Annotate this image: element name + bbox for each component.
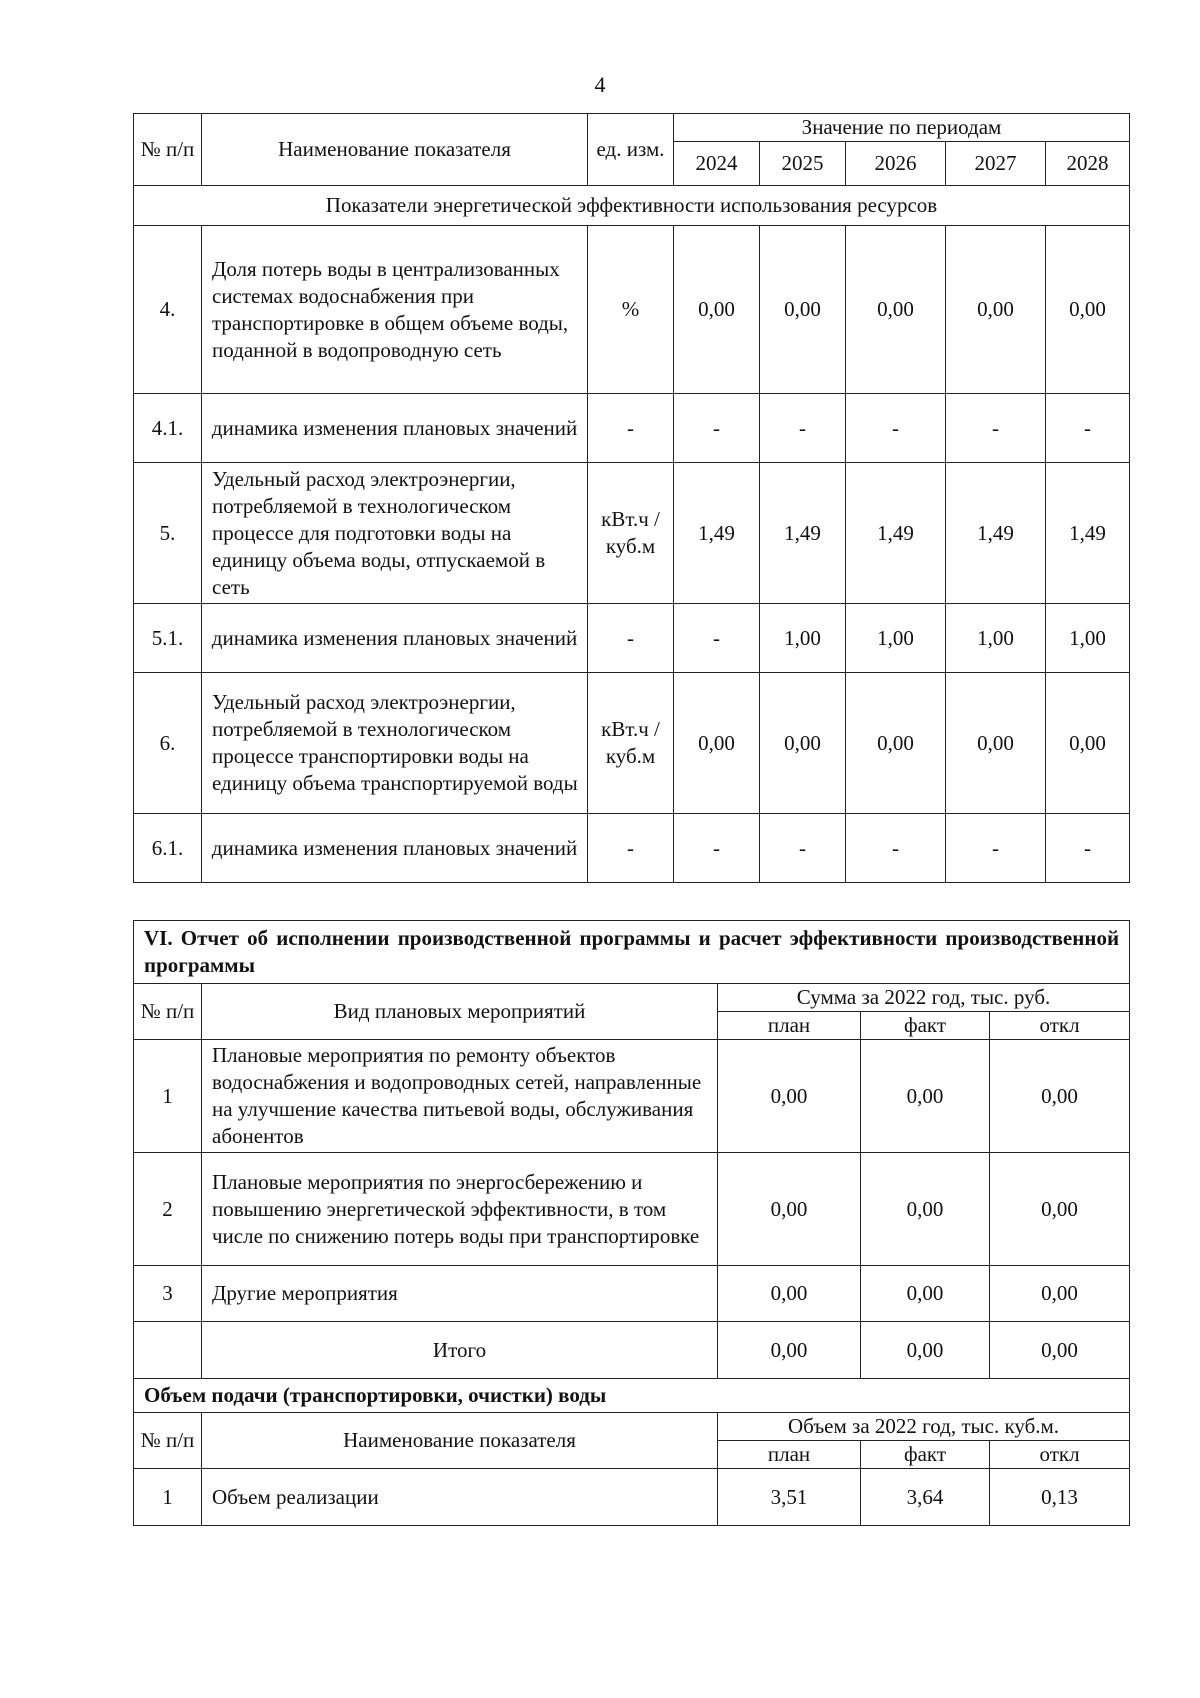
table-row <box>134 463 1130 604</box>
header-deviation: откл <box>990 1441 1130 1469</box>
row-value: 0,00 <box>846 226 946 394</box>
report-section-title: VI. Отчет об исполнении производственной программы и расчет эффективности производственной программы <box>134 921 1130 984</box>
row-unit: % <box>588 226 674 394</box>
row-value: - <box>1046 814 1130 883</box>
row-value: 1,49 <box>846 463 946 604</box>
header-num: № п/п <box>134 114 202 186</box>
volume-section-title: Объем подачи (транспортировки, очистки) воды <box>134 1379 1130 1413</box>
header-plan: план <box>718 1012 861 1040</box>
row-num: 5.1. <box>134 604 202 673</box>
row-value: 0,00 <box>760 226 846 394</box>
row-value: 1,49 <box>674 463 760 604</box>
row-value: 0,00 <box>990 1322 1130 1379</box>
header-year: 2024 <box>674 142 760 186</box>
table-row <box>134 1040 1130 1153</box>
row-value: 0,00 <box>946 226 1046 394</box>
row-value: - <box>674 604 760 673</box>
row-name: Другие мероприятия <box>202 1266 718 1322</box>
efficiency-indicators-table <box>133 113 1130 883</box>
row-value: 1,49 <box>946 463 1046 604</box>
row-unit: кВт.ч / куб.м <box>588 673 674 814</box>
row-name: динамика изменения плановых значений <box>202 394 588 463</box>
row-value: 0,00 <box>990 1266 1130 1322</box>
row-value: 3,64 <box>861 1469 990 1526</box>
header-deviation: откл <box>990 1012 1130 1040</box>
row-num: 6. <box>134 673 202 814</box>
row-value: 0,00 <box>861 1322 990 1379</box>
row-value: - <box>674 814 760 883</box>
table-row <box>134 394 1130 463</box>
program-report-table <box>133 920 1130 1526</box>
header-sum: Сумма за 2022 год, тыс. руб. <box>718 984 1130 1012</box>
header-name: Наименование показателя <box>202 1413 718 1469</box>
table-row <box>134 1266 1130 1322</box>
row-value: 0,00 <box>718 1266 861 1322</box>
row-value: 0,13 <box>990 1469 1130 1526</box>
row-num: 3 <box>134 1266 202 1322</box>
header-plan: план <box>718 1441 861 1469</box>
table-row <box>134 226 1130 394</box>
row-value: 0,00 <box>861 1266 990 1322</box>
row-num: 1 <box>134 1040 202 1153</box>
row-name: Удельный расход электроэнергии, потребляемой в технологическом процессе для подготовки воды на единицу объема воды, отпускаемой в сеть <box>202 463 588 604</box>
row-num: 2 <box>134 1153 202 1266</box>
row-num: 6.1. <box>134 814 202 883</box>
row-value: 0,00 <box>861 1040 990 1153</box>
section-title: Показатели энергетической эффективности использования ресурсов <box>134 186 1130 226</box>
row-num: 4. <box>134 226 202 394</box>
row-value: - <box>760 394 846 463</box>
header-year: 2028 <box>1046 142 1130 186</box>
row-name: динамика изменения плановых значений <box>202 604 588 673</box>
row-value: 1,00 <box>760 604 846 673</box>
row-unit: кВт.ч / куб.м <box>588 463 674 604</box>
header-year: 2025 <box>760 142 846 186</box>
row-unit: - <box>588 394 674 463</box>
row-value: - <box>760 814 846 883</box>
total-row <box>134 1322 1130 1379</box>
header-name: Вид плановых мероприятий <box>202 984 718 1040</box>
row-value: - <box>846 394 946 463</box>
row-num: 5. <box>134 463 202 604</box>
row-unit: - <box>588 604 674 673</box>
row-value: - <box>946 814 1046 883</box>
row-name: Объем реализации <box>202 1469 718 1526</box>
row-value: 0,00 <box>760 673 846 814</box>
table-row <box>134 604 1130 673</box>
row-name: Удельный расход электроэнергии, потребляемой в технологическом процессе транспортировки воды на единицу объема транспортируемой воды <box>202 673 588 814</box>
row-value: 0,00 <box>846 673 946 814</box>
row-value: 0,00 <box>990 1153 1130 1266</box>
row-value: - <box>946 394 1046 463</box>
row-name: Плановые мероприятия по энергосбережению и повышению энергетической эффективности, в том числе по снижению потерь воды при транспортировке <box>202 1153 718 1266</box>
table-row <box>134 673 1130 814</box>
header-year: 2026 <box>846 142 946 186</box>
row-value: 0,00 <box>946 673 1046 814</box>
header-volume: Объем за 2022 год, тыс. куб.м. <box>718 1413 1130 1441</box>
header-name: Наименование показателя <box>202 114 588 186</box>
table-row <box>134 1153 1130 1266</box>
row-name: Плановые мероприятия по ремонту объектов водоснабжения и водопроводных сетей, направленные на улучшение качества питьевой воды, обслуживания абонентов <box>202 1040 718 1153</box>
row-value: 1,49 <box>1046 463 1130 604</box>
row-value: 0,00 <box>1046 673 1130 814</box>
row-value: 1,00 <box>846 604 946 673</box>
header-fact: факт <box>861 1012 990 1040</box>
row-value: 1,49 <box>760 463 846 604</box>
row-value: 0,00 <box>718 1153 861 1266</box>
row-value: 0,00 <box>674 673 760 814</box>
row-value: 1,00 <box>946 604 1046 673</box>
row-value: 0,00 <box>674 226 760 394</box>
row-num: 4.1. <box>134 394 202 463</box>
row-value: - <box>1046 394 1130 463</box>
header-num: № п/п <box>134 1413 202 1469</box>
row-value: 0,00 <box>861 1153 990 1266</box>
row-num: 1 <box>134 1469 202 1526</box>
row-value: 0,00 <box>990 1040 1130 1153</box>
row-num <box>134 1322 202 1379</box>
row-value: 1,00 <box>1046 604 1130 673</box>
table-row <box>134 1469 1130 1526</box>
row-value: 0,00 <box>1046 226 1130 394</box>
row-name: Итого <box>202 1322 718 1379</box>
row-name: динамика изменения плановых значений <box>202 814 588 883</box>
table-row <box>134 814 1130 883</box>
row-unit: - <box>588 814 674 883</box>
row-value: 0,00 <box>718 1322 861 1379</box>
row-value: 0,00 <box>718 1040 861 1153</box>
page-number: 4 <box>594 72 606 97</box>
header-num: № п/п <box>134 984 202 1040</box>
row-value: - <box>674 394 760 463</box>
header-fact: факт <box>861 1441 990 1469</box>
header-unit: ед. изм. <box>588 114 674 186</box>
header-periods: Значение по периодам <box>674 114 1130 142</box>
row-value: 3,51 <box>718 1469 861 1526</box>
row-value: - <box>846 814 946 883</box>
header-year: 2027 <box>946 142 1046 186</box>
row-name: Доля потерь воды в централизованных системах водоснабжения при транспортировке в общем объеме воды, поданной в водопроводную сеть <box>202 226 588 394</box>
